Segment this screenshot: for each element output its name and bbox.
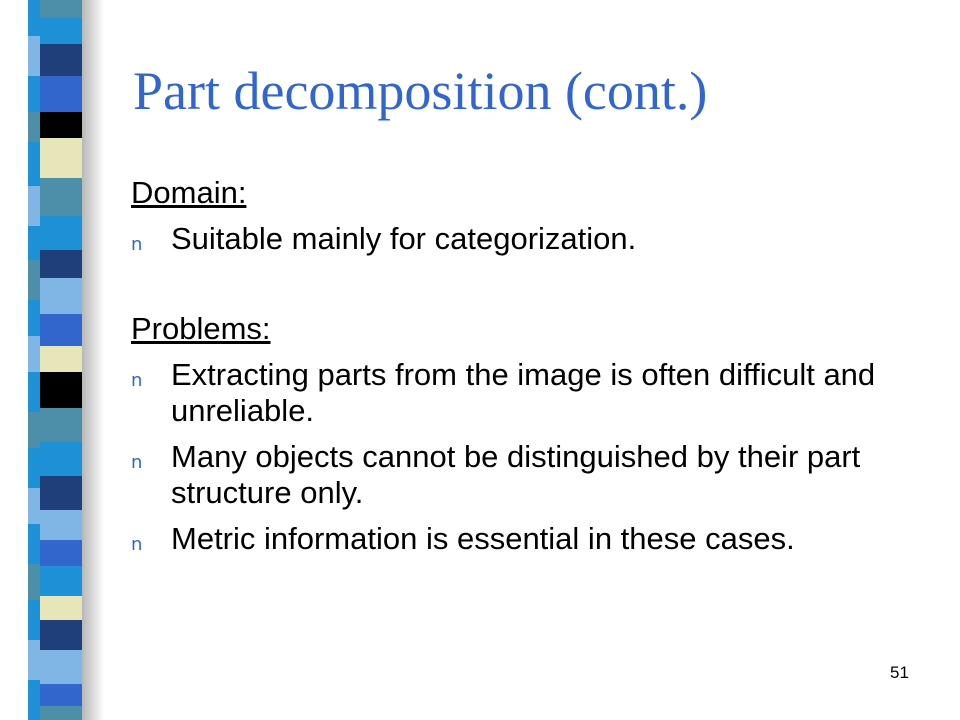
problem-bullet-1 — [131, 357, 931, 429]
slide-title: Part decomposition (cont.) — [133, 61, 708, 121]
stripe-edge-block — [28, 448, 40, 488]
problems-heading: Problems: — [131, 311, 271, 346]
stripe-shadow — [83, 0, 84, 720]
stripe-shadow — [97, 0, 98, 720]
stripe-block — [40, 442, 82, 478]
stripe-block — [40, 476, 82, 510]
stripe-edge-block — [28, 600, 40, 640]
stripe-shadow — [95, 0, 96, 720]
problem-bullet-text: Extracting parts from the image is often difficult and unreliable. — [171, 357, 876, 428]
stripe-block — [40, 510, 82, 540]
stripe-edge-block — [28, 112, 40, 142]
stripe-block — [40, 706, 82, 720]
domain-heading: Domain: — [131, 175, 247, 210]
stripe-block — [40, 620, 82, 650]
stripe-edge-block — [28, 640, 40, 680]
stripe-block — [40, 408, 82, 442]
stripe-shadow — [88, 0, 89, 720]
stripe-shadow — [87, 0, 88, 720]
problem-bullet-text: Many objects cannot be distinguished by their part structure only. — [171, 439, 861, 510]
stripe-block — [40, 314, 82, 346]
bullet-icon: n — [131, 370, 143, 391]
stripe-block — [40, 250, 82, 278]
stripe-shadow — [96, 0, 97, 720]
stripe-block — [40, 650, 82, 684]
stripe-edge-block — [28, 412, 40, 448]
stripe-block — [40, 76, 82, 112]
stripe-block — [40, 278, 82, 314]
slide-number: 51 — [890, 663, 909, 682]
stripe-shadow — [100, 0, 101, 720]
stripe-block — [40, 112, 82, 138]
stripe-edge-block — [28, 36, 40, 76]
stripe-block — [40, 0, 82, 18]
stripe-shadow — [93, 0, 94, 720]
stripe-shadow — [89, 0, 90, 720]
stripe-shadow — [82, 0, 83, 720]
stripe-edge-block — [28, 260, 40, 300]
stripe-shadow — [90, 0, 91, 720]
stripe-edge-block — [28, 186, 40, 226]
stripe-shadow — [98, 0, 99, 720]
bullet-icon: n — [131, 452, 143, 473]
stripe-shadow — [102, 0, 103, 720]
stripe-shadow — [99, 0, 100, 720]
problem-bullet-3 — [131, 521, 931, 557]
bullet-icon: n — [131, 234, 143, 255]
stripe-block — [40, 566, 82, 596]
stripe-edge-block — [28, 680, 40, 720]
stripe-edge-block — [28, 488, 40, 524]
stripe-edge-block — [28, 564, 40, 600]
stripe-shadow — [101, 0, 102, 720]
stripe-shadow — [92, 0, 93, 720]
stripe-shadow — [84, 0, 85, 720]
stripe-edge-block — [28, 336, 40, 372]
stripe-edge-block — [28, 300, 40, 336]
stripe-edge-block — [28, 76, 40, 112]
stripe-block — [40, 178, 82, 216]
decorative-stripe — [0, 0, 110, 720]
stripe-block — [40, 372, 82, 408]
stripe-block — [40, 138, 82, 178]
slide-body — [131, 175, 931, 557]
bullet-icon: n — [131, 534, 143, 555]
problem-bullet-text: Metric information is essential in these cases. — [171, 521, 795, 556]
stripe-shadow — [85, 0, 86, 720]
stripe-edge-block — [28, 524, 40, 564]
domain-bullet — [131, 221, 931, 257]
stripe-shadow — [86, 0, 87, 720]
stripe-block — [40, 44, 82, 76]
stripe-shadow — [103, 0, 104, 720]
stripe-block — [40, 346, 82, 372]
stripe-shadow — [91, 0, 92, 720]
stripe-block — [40, 540, 82, 566]
stripe-block — [40, 216, 82, 250]
stripe-block — [40, 18, 82, 44]
stripe-block — [40, 684, 82, 706]
stripe-edge-block — [28, 226, 40, 260]
stripe-edge-block — [28, 0, 40, 36]
stripe-block — [40, 596, 82, 620]
problem-bullet-2 — [131, 439, 931, 511]
stripe-shadow — [94, 0, 95, 720]
stripe-edge-block — [28, 372, 40, 412]
domain-bullet-text: Suitable mainly for categorization. — [171, 221, 637, 256]
stripe-edge-block — [28, 142, 40, 186]
